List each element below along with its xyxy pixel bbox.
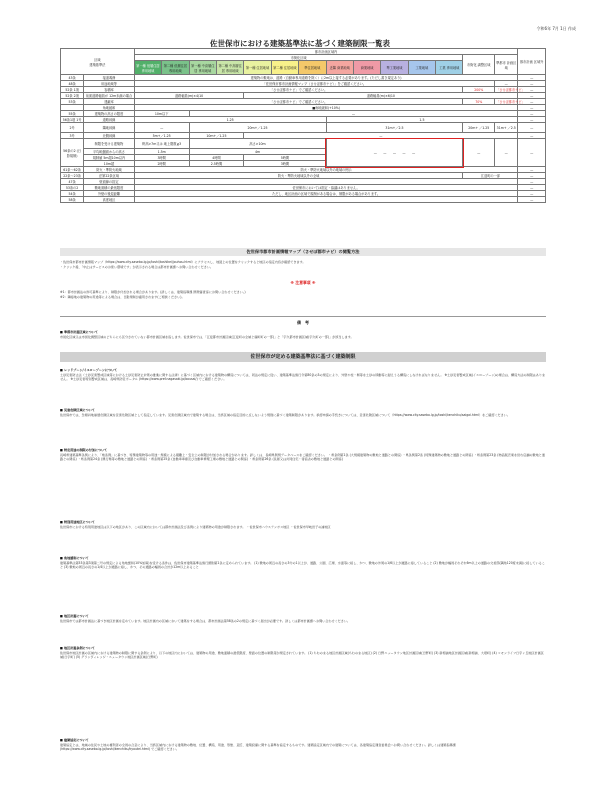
- nonzone-area-header: 準都市 計画区域: [495, 55, 518, 75]
- table-row: 54条 外壁の後退距離 ただし、地区計画の区域で規制がある場合は、制限がある場合があります。 —: [61, 191, 546, 197]
- outside-area-header: 都市計画 区域外: [518, 49, 546, 75]
- block-district-ordinance: ■ 地区計画条例について 佐世保市地区計画の区域内における建築物の制限に関する条例により、以下の地区内においては、建築物の用途、敷地面積の最低限度、壁面の位置の制限等が規定されています。 (1) ちむのまる地区計画区域(ちむのまる地区) (2) 日野ニュータウン地区計画区域(日野町) (3) 新相浦地区計画区域(新相浦、大塔町) (4) コモンライフ日宇ヶ丘地区計画区域(日宇町) (5) グランヴィレッジ・ニュータウン地区計画区域(日野町): [60, 646, 544, 660]
- block-disaster: ■ 災害危険区域について 佐世保市では、急傾斜地崩壊危険区域を災害危険区域として指定しています。災害危険区域内で建築する場合は、当該区域の指定目的に反しないよう規則に基づく建築制限があります。承認申請の手続きについては、災害危険区域について（https://www.city.sasebo.lg.jp/toshi/kenchiku/saigai.html）をご確認ください。: [60, 408, 510, 417]
- table-row: 48条 用途地域等 「佐世保市都市計画情報マップ（させぼ都市ナビ）」をご確認ください。 — —: [61, 81, 546, 87]
- block-agreement: ■ 建築協定について 建築協定とは、地域の住民や土地の権利者の全員の合意により、当該区域内における建築物の敷地、位置、構造、用途、形態、意匠、建築設備に関する基準を協定するものです。建築協定区域内での建築については、各建築協定運営委員会へお問い合わせください。詳しくは建築指導課 (https://www.city.sasebo.lg.jp/toshi/kenchiku/kyoutei.html) でご確認ください。: [60, 738, 456, 752]
- plan-area-header: 市街化区域: [134, 55, 463, 61]
- block-redzone: ■ レッドゾーン/イエローゾーンについて 土砂災害防止法（土砂災害警戒区域等における土砂災害防止対策の推進に関する法律）に基づく区域内における建築物の構造については、同法の規定に従い、建築基準法施行令第80条の3の規定により、外壁や柱・塀等を土砂の移動等に耐えうる構造にしなければなりません。 ※土砂災害警戒区域(イエローゾーン)の場合は、構造方法の制限はありません。 ※土砂災害特別警戒区域は、長崎県防災ポータル (https://www.pref.nagasaki.jp/bousai/) でご確認ください。: [60, 368, 546, 382]
- table-row: 角地緩和 ■角地緩和(+10%) —: [61, 105, 546, 111]
- zone-header: 商業地域: [353, 61, 380, 75]
- table-row: 3号 北側斜線 5m+／1.25 10m+／1.25 — —: [61, 133, 546, 139]
- zone-header: 第二種 低層住居 専用地域: [162, 61, 189, 75]
- zone-header: 工業地域: [408, 61, 435, 75]
- table-row: 平均地盤面からの高さ 1.5m 4m: [61, 149, 546, 155]
- zone-header: 第一種 低層住居 専用地域: [134, 61, 161, 75]
- adjust-area-header: 市街化 調整区域: [463, 55, 495, 75]
- zone-header: 第二種 住居地域: [271, 61, 298, 75]
- table-row: 55条 建築物の高さの限度 10m以下 — —: [61, 111, 546, 117]
- table-row: 規制値 5m超10m以内 3時間 4時間 5時間: [61, 155, 546, 161]
- urban-area-header: 都市計画区域内: [134, 49, 518, 55]
- zone-header: 第一種 住居地域: [244, 61, 271, 75]
- table-row: 22条～23条 法第22条区域 防火・準防火地域以外の全域 江迎町の一部 —: [61, 173, 546, 179]
- limits-section-title: 佐世保市が定める建築基準法に基づく建築制限: [60, 352, 546, 362]
- table-row: 52条 2項 前面道路幅員が 12m未満の場合 道路幅員(m)×4/10 道路幅員(m)×6/10 —: [61, 93, 546, 99]
- table-row: 2号 隣地斜線 — 20m+／1.25 31m+／2.5 20m+ ／1.25 31m+ ／2.5 —: [61, 123, 546, 133]
- zone-header: 工業 専用地域: [436, 61, 463, 75]
- block-district-plan: ■ 地区計画について 佐世保市では都市計画法に基づき地区計画を定めています。地区計画内の区域において建築をする場合は、都市計画法第58条の2の規定に基づく届出が必要です。詳しくは都市計画課へお問い合わせください。: [60, 614, 351, 623]
- zone-header: 近隣 商業地域: [326, 61, 353, 75]
- table-row: 61条～62条 防火・準防火地域 防火・準防火地域以外の地域の例示 —: [61, 167, 546, 173]
- zone-header: 第一種 中高層住居 専用地域: [189, 61, 216, 75]
- table-row: 53条の2 敷地面積の最低限度 佐世保市においては指定・協議はありません。 —: [61, 185, 546, 191]
- zone-header: 第二種 中高層住居 専用地域: [216, 61, 243, 75]
- map-section-title: 佐世保市都市計画情報マップ（させぼ都市ナビ）の閲覧方法: [60, 248, 546, 256]
- notes-heading: ※ 注意事項 ※: [290, 280, 316, 285]
- table-row: 58条 高度地区 —: [61, 197, 546, 203]
- table-row: 53条 建蔽率 「させぼ都市ナビ」でご確認ください。 70% 「させぼ都市ナビ」 —: [61, 99, 546, 105]
- document-date: 令和6年 7月 1日 作成: [536, 26, 576, 31]
- map-instructions: ・佐世保市都市計画情報マップ（https://www.city.sasebo.lg.jp/toshi/toshikei/jouhou.html）にアクセスし、地図上の位置をクリックすると地区の指定内容が確認できます。 ・クリック後、「中止はサービスのお使い環境です」が表示される場合は都市計画課へお問い合わせください。: [60, 260, 306, 269]
- block-special-district: ■ 特別用途地区について 佐世保市における特別用途地区は以下の地区があり、この区域内においては都市計画法及び条例により建築物の用途が制限されます。 ・佐世保市ハウステンボス地区 ・佐世保市早岐田子の浦地区: [60, 520, 331, 529]
- notes-list: ※1：都市計画法の許可基準により、制限が付加される場合があります。(詳しくは、建築指導課 開発審査係にお問い合わせください。) ※2：隣接地の建築物の用途等による場合は、日影規制が適用されます(ご相談ください)。: [60, 290, 246, 299]
- restriction-table: [60, 48, 546, 203]
- table-corner-header: 区域 建築基準法: [61, 49, 135, 75]
- zone-header: 準住居地域: [299, 61, 326, 75]
- remarks-heading: 備 考: [297, 320, 309, 325]
- remarks-body: ■ 準都市計画区域について 市街化区域又は市街化調整区域のどちらにも区分されていない都市計画区域を指します。佐世保市では、「江迎都市計画区域(江迎町の全域と鹿町町の一部)」と「宇久都市計画区域(宇久町の一部)」が該当します。: [60, 330, 354, 339]
- table-row: 52条 1項 容積率 「させぼ都市ナビ」でご確認ください。 200% 「させぼ都市ナビ」 —: [61, 87, 546, 93]
- block-corner: ■ 角地緩和について 建築基準法第53条第3項第二号の規定による角地緩和(10%加算)を受ける条件は、佐世保市建築基準法施行細則第1条に定められています。 (1) 敷地の周辺の長さの3分の1以上が、道路、公園、広場、水面等に接し、かつ、敷地の外周の1/6以上が道路に接していること (2) 敷地が幅員それぞれ6m以上の道路の交差部(隅角120度未満)に接していること (3) 敷地の周辺の長さの1/4以上が道路に接し、かつ、その道路の幅員の合計が12m以上あること: [60, 556, 545, 570]
- zone-header: 準工業地域: [381, 61, 408, 75]
- divider: [60, 316, 546, 317]
- table-row: 43条 接道義務 建築物の敷地は、道路（自動車専用道路を除く）に2m以上接する必要があります。(ただし書き規定あり) —: [61, 75, 546, 81]
- table-row: 47条 壁面線の指定 —: [61, 179, 546, 185]
- table-row: 10m超 2時間 2.5時間 3時間: [61, 161, 546, 167]
- table-row: 56条1項 1号 道路斜線 1.25 1.5 —: [61, 117, 546, 123]
- page-title: 佐世保市における建築基準法に基づく建築制限一覧表: [210, 39, 390, 48]
- block-special-use: ■ 特定用途の制限の付加について 長崎県建築基準条例により、「幾条例」に基づき、特殊建築物等の用途・規模による避難上・安全上の制限が付加される場合があります。詳しくは、長崎県例規データベースをご確認ください。 ・県条例第1条 (大規模建築物の敷地と道路との関係) ・県条例第2条 (特殊建築物の敷地と道路との関係) ・県条例第23条 (物品販売業を営む店舗の敷地と道路との関係) ・県条例第24条 (興行場等の敷地と道路との関係) ・県条例第25条 (自動車車庫及び自動車修理工場の敷地と道路との関係) ・県条例第26条 (長屋又は共同住宅・寄宿舎の敷地と道路との関係): [60, 448, 545, 462]
- table-row: 56条の2 (日影規制) 制限を受ける建築物 軒高>7m又は 地上階数≧3 高さ>10m — — — — — — — —: [61, 139, 546, 149]
